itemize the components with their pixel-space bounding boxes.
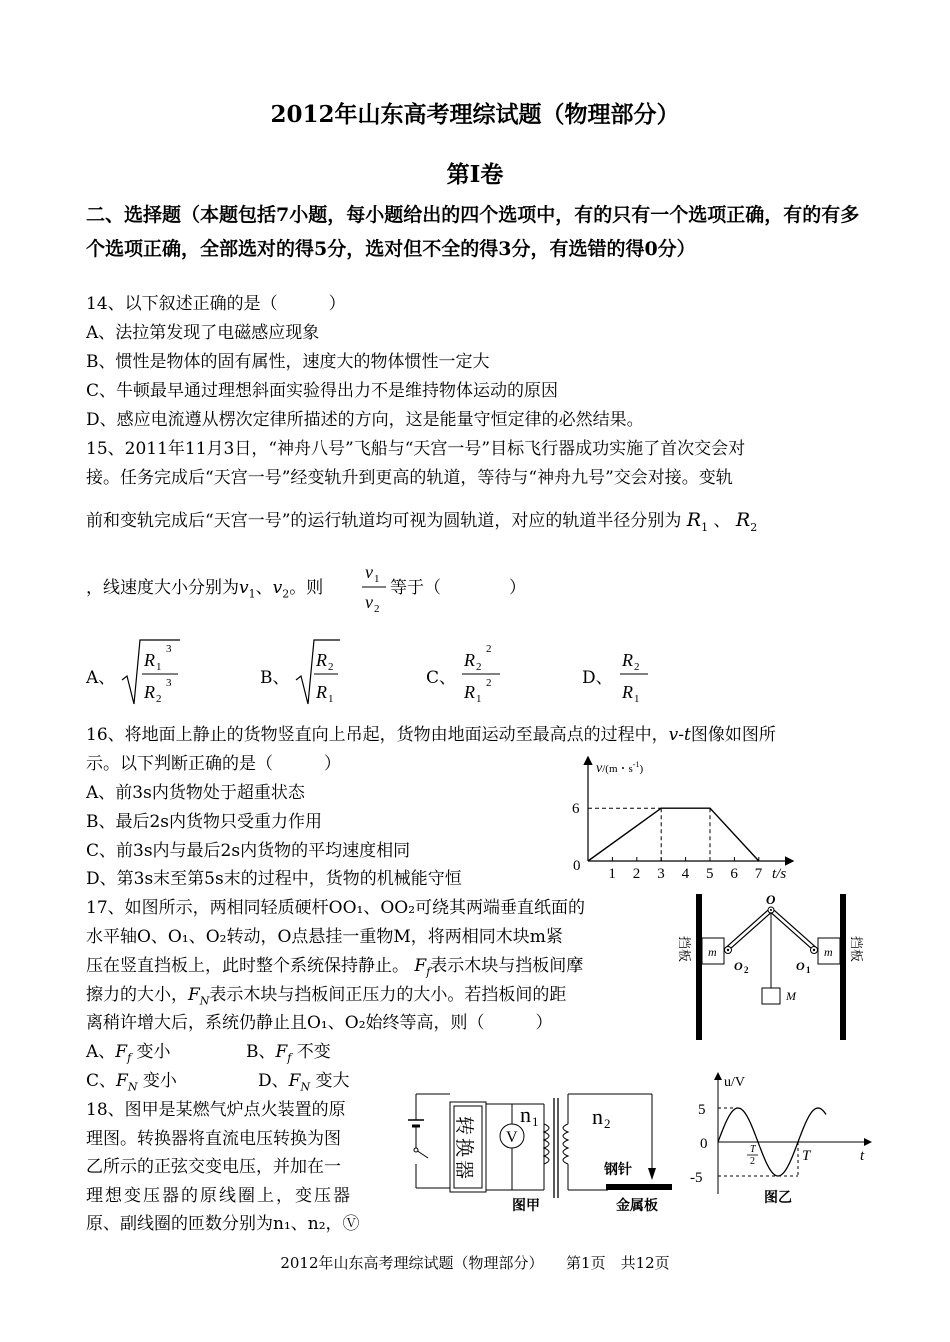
q15-line1: 15、2011年11月3日，“神舟八号”飞船与“天宫一号”目标飞行器成功实施了首次交会对 <box>86 439 746 459</box>
wave-xlabel: t <box>860 1148 865 1164</box>
q15-line2: 接。任务完成后“天宫一号”经变轨升到更高的轨道，等待与“神舟九号”交会对接。变轨 <box>86 468 733 488</box>
q14-option-a: A、法拉第发现了电磁感应现象 <box>86 323 320 343</box>
page-footer: 2012年山东高考理综试题（物理部分） 第1页 共12页 <box>280 1254 670 1272</box>
svg-text:R: R <box>622 682 633 702</box>
left-board-label: 挡板 <box>677 936 692 963</box>
svg-text:1: 1 <box>532 1114 539 1129</box>
svg-text:1: 1 <box>476 693 482 704</box>
page-title: 2012年山东高考理综试题（物理部分） <box>270 101 680 128</box>
svg-text:1: 1 <box>806 965 811 975</box>
q15-option-c-formula <box>460 640 506 704</box>
wave-origin: 0 <box>700 1136 708 1152</box>
wave-ymin: -5 <box>690 1170 703 1186</box>
q17-line3: 压在竖直挡板上，此时整个系统保持静止。 $F_f$表示木块与挡板间摩 <box>86 956 584 979</box>
svg-text:2: 2 <box>744 965 749 975</box>
vt-chart <box>560 752 810 886</box>
right-board <box>840 894 846 1040</box>
q15-option-b-label: B、 <box>260 668 290 688</box>
plate-label: 金属板 <box>616 1198 658 1214</box>
svg-text:3: 3 <box>166 643 172 655</box>
svg-text:M: M <box>786 989 796 1003</box>
svg-text:R: R <box>464 682 475 702</box>
q15-v1: $v_1$ <box>239 578 256 601</box>
svg-text:2: 2 <box>486 643 492 655</box>
wave-halfT-den: 2 <box>750 1156 755 1167</box>
q17-line4: 擦力的大小，$F_N$表示木块与挡板间正压力的大小。若挡板间的距 <box>86 985 567 1008</box>
q18-figure-yi <box>688 1068 880 1208</box>
q16-option-b: B、最后2s内货物只受重力作用 <box>86 812 323 832</box>
primary-coil <box>544 1124 549 1164</box>
svg-text:V: V <box>506 1129 518 1146</box>
svg-text:2: 2 <box>476 661 482 673</box>
vt-xtick-label: 6 <box>730 866 738 882</box>
svg-text:3: 3 <box>166 677 172 689</box>
q15-option-d-formula <box>618 640 652 704</box>
q16-line2: 示。以下判断正确的是（ ） <box>86 754 341 774</box>
svg-text:m: m <box>824 945 833 959</box>
q14-option-b: B、惯性是物体的固有属性，速度大的物体惯性一定大 <box>86 352 490 372</box>
svg-text:O: O <box>766 892 776 907</box>
q16-option-c: C、前3s内与最后2s内货物的平均速度相同 <box>86 841 411 861</box>
vt-series-line <box>588 808 759 861</box>
caption-jia: 图甲 <box>512 1198 540 1214</box>
svg-text:v: v <box>365 562 373 582</box>
vt-ytick-label: 6 <box>572 801 580 818</box>
q17-option-d: D、$F_N$ 变大 <box>258 1071 350 1094</box>
q17-option-c: C、$F_N$ 变小 <box>86 1071 177 1094</box>
q18-line5: 原、副线圈的匝数分别为n₁、n₂，Ⓥ <box>86 1214 360 1234</box>
q17-figure <box>668 888 878 1044</box>
svg-text:R: R <box>316 682 327 702</box>
right-board-label: 挡板 <box>849 936 864 963</box>
svg-text:R: R <box>144 682 155 702</box>
svg-text:R: R <box>144 650 155 670</box>
q18-line3: 乙所示的正弦交变电压，并加在一 <box>86 1157 341 1177</box>
q14-option-c: C、牛顿最早通过理想斜面实验得出力不是维持物体运动的原因 <box>86 381 559 401</box>
needle-tip <box>648 1168 656 1180</box>
q15-r1: $R_1$ <box>686 509 709 534</box>
vt-xtick-label: 5 <box>706 866 714 882</box>
q18-figure-jia <box>408 1088 678 1218</box>
svg-text:R: R <box>464 650 475 670</box>
svg-text:2: 2 <box>486 677 492 689</box>
svg-text:2: 2 <box>604 1116 611 1131</box>
q17-line1: 17、如图所示，两相同轻质硬杆OO₁、OO₂可绕其两端垂直纸面的 <box>86 898 586 918</box>
q15-option-b-formula <box>294 636 344 708</box>
secondary-coil <box>563 1124 568 1164</box>
q18-line1: 18、图甲是某燃气炉点火装置的原 <box>86 1100 346 1120</box>
q16-option-a: A、前3s内货物处于超重状态 <box>86 783 305 803</box>
q17-line2: 水平轴O、O₁、O₂转动，O点悬挂一重物M，将两相同木块m紧 <box>86 927 563 947</box>
q15-option-a-label: A、 <box>86 668 116 688</box>
q15-r2: $R_2$ <box>735 509 758 534</box>
wave-T: T <box>802 1148 811 1164</box>
q15-option-c-label: C、 <box>426 668 457 688</box>
svg-text:2: 2 <box>328 661 334 673</box>
svg-text:2: 2 <box>156 693 162 705</box>
svg-text:1: 1 <box>634 693 640 704</box>
left-board <box>696 894 702 1040</box>
q16-line1: 16、将地面上静止的货物竖直向上吊起，货物由地面运动至最高点的过程中，v-t图像如图所 <box>86 725 776 745</box>
svg-text:O: O <box>734 959 743 973</box>
svg-text:R: R <box>622 650 633 670</box>
vt-xtick-label: 4 <box>681 866 690 882</box>
svg-text:n: n <box>520 1102 531 1127</box>
vt-ylabel: v/(m・$s^{-1}_)$ <box>596 760 644 776</box>
svg-text:R: R <box>316 650 327 670</box>
svg-text:v: v <box>365 592 373 612</box>
vt-xlabel: t/s <box>772 866 787 882</box>
q15-line4: ，线速度大小分别为$v_1$、$v_2$。则 <box>86 578 324 601</box>
section-heading: 二、选择题（本题包括7小题，每小题给出的四个选项中，有的只有一个选项正确，有的有多个选项正确，全部选对的得5分，选对但不全的得3分，有选错的得0分） <box>86 204 860 260</box>
vt-xtick-label: 2 <box>632 866 641 882</box>
q14-stem: 14、以下叙述正确的是（ ） <box>86 294 346 314</box>
needle-label: 钢针 <box>604 1162 632 1178</box>
q14-option-d: D、感应电流遵从楞次定律所描述的方向，这是能量守恒定律的必然结果。 <box>86 410 644 430</box>
caption-yi: 图乙 <box>764 1190 792 1206</box>
q15-v2: $v_2$ <box>272 578 290 601</box>
q17-option-b: B、$F_f$ 不变 <box>246 1042 331 1065</box>
svg-text:m: m <box>708 945 717 959</box>
q18-line2: 理图。转换器将直流电压转换为图 <box>86 1129 341 1149</box>
svg-text:1: 1 <box>156 661 162 673</box>
q16-option-d: D、第3s末至第5s末的过程中，货物的机械能守恒 <box>86 869 462 889</box>
wave-ymax: 5 <box>698 1102 706 1118</box>
q15-ratio-fraction <box>360 558 388 614</box>
weight-M <box>762 988 780 1004</box>
svg-text:n: n <box>592 1104 603 1129</box>
svg-text:1: 1 <box>374 573 380 585</box>
svg-text:O: O <box>796 959 805 973</box>
q18-line4: 理想变压器的原线圈上，变压器 <box>86 1186 352 1206</box>
q17-option-a: A、$F_f$ 变小 <box>86 1042 171 1065</box>
q15-line4-end: 等于（ ） <box>390 578 526 598</box>
vt-xtick-label: 7 <box>754 866 763 882</box>
wave-halfT-num: T <box>750 1144 756 1155</box>
vt-origin: 0 <box>573 858 581 874</box>
q15-option-a-formula <box>120 636 182 708</box>
vt-xtick-label: 3 <box>657 866 665 882</box>
q15-line3: 前和变轨完成后“天宫一号”的运行轨道均可视为圆轨道，对应的轨道半径分别为 $R_1$ 、 $R_2$ <box>86 509 758 534</box>
volume-heading: 第Ⅰ卷 <box>446 161 504 188</box>
svg-text:1: 1 <box>328 693 334 705</box>
converter-label: 转换器 <box>453 1116 474 1183</box>
q17-line5: 离稍许增大后，系统仍静止且O₁、O₂始终等高，则（ ） <box>86 1013 553 1033</box>
svg-text:2: 2 <box>634 661 640 673</box>
metal-plate <box>606 1184 672 1190</box>
svg-text:2: 2 <box>374 603 380 614</box>
q15-option-d-label: D、 <box>582 668 613 688</box>
wave-ylabel: u/V <box>724 1075 745 1090</box>
vt-xtick-label: 1 <box>608 866 616 882</box>
